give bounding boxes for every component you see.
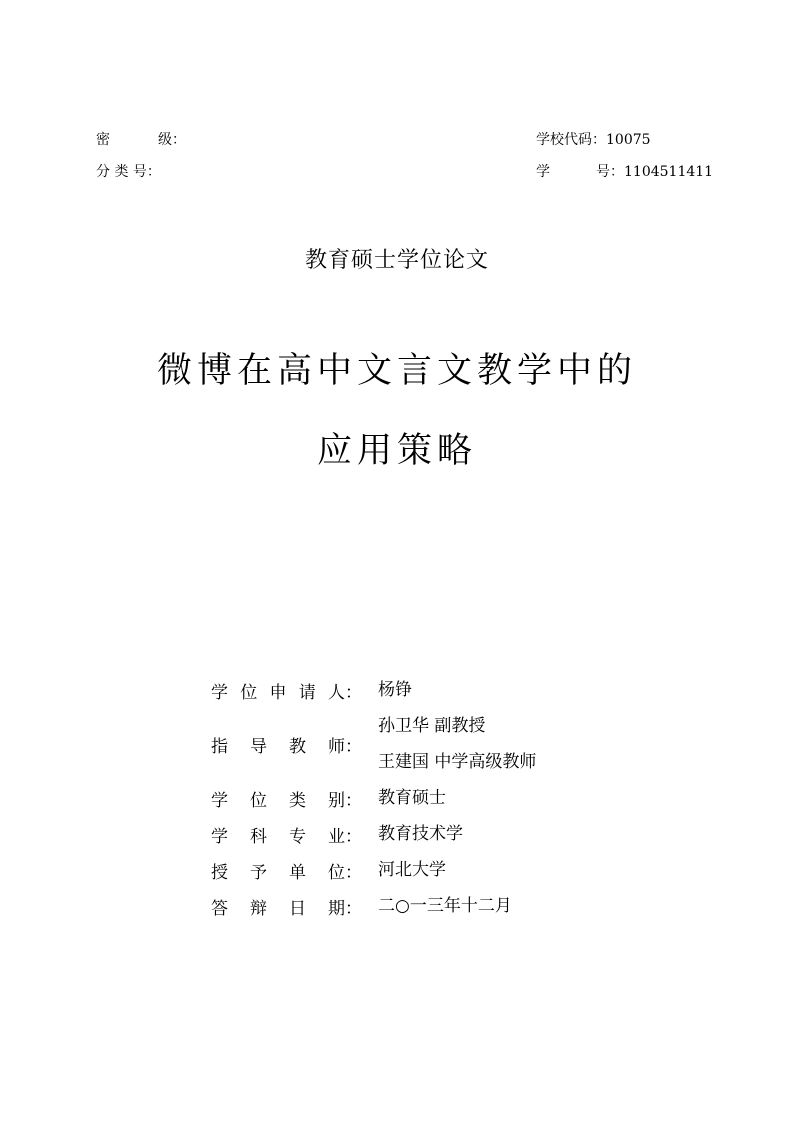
secret-level-label-a: 密 xyxy=(96,132,110,148)
institution-value: 河北大学 xyxy=(378,860,446,880)
colon: ： xyxy=(345,862,362,883)
label-char: 授 xyxy=(211,862,228,883)
colon: ： xyxy=(345,826,362,847)
degree-type-value: 教育硕士 xyxy=(378,788,446,808)
label-char: 单 xyxy=(289,862,306,883)
student-number-label-a: 学 xyxy=(536,164,550,180)
label-char: 申 xyxy=(269,682,287,703)
label-char: 类 xyxy=(289,790,306,811)
label-char: 答 xyxy=(211,898,228,919)
label-char: 业 xyxy=(328,826,345,847)
label-char: 学 xyxy=(211,682,228,703)
label-char: 位 xyxy=(328,862,345,883)
school-code: 学校代码：10075 xyxy=(536,132,651,148)
secret-level-label-b: 级： xyxy=(158,132,186,148)
label-char: 位 xyxy=(250,790,267,811)
label-char: 学 xyxy=(211,826,228,847)
thesis-title-line-1: 微博在高中文言文教学中的 xyxy=(156,351,637,391)
institution-row xyxy=(211,852,536,888)
colon: ： xyxy=(345,736,362,757)
advisor-row xyxy=(211,708,536,780)
applicant-row xyxy=(211,672,536,708)
advisor-2: 王建国 中学高级教师 xyxy=(378,752,537,772)
defense-date-row xyxy=(211,888,536,924)
label-char: 予 xyxy=(250,862,267,883)
label-char: 专 xyxy=(289,826,306,847)
label-char: 日 xyxy=(289,898,306,919)
label-char: 学 xyxy=(211,790,228,811)
advisor-values xyxy=(378,708,536,780)
thesis-info-table xyxy=(211,672,536,924)
classification-number-label: 分 类 号： xyxy=(96,164,161,180)
label-char: 请 xyxy=(298,682,316,703)
colon: ： xyxy=(345,682,362,703)
thesis-title-line-2: 应用策略 xyxy=(316,431,477,471)
document-type: 教育硕士学位论文 xyxy=(304,248,489,273)
student-number-value: 号：1104511411 xyxy=(596,164,714,180)
label-char: 师 xyxy=(328,736,345,757)
advisor-label xyxy=(211,732,345,757)
degree-type-label xyxy=(211,786,345,811)
major-label xyxy=(211,822,345,847)
secret-level-field xyxy=(96,131,186,149)
institution-label xyxy=(211,858,345,883)
colon: ： xyxy=(345,898,362,919)
label-char: 人 xyxy=(328,682,345,703)
major-row xyxy=(211,816,536,852)
applicant-label xyxy=(211,678,345,703)
label-char: 导 xyxy=(250,736,267,757)
label-char: 期 xyxy=(328,898,345,919)
label-char: 别 xyxy=(328,790,345,811)
defense-date-value: 二○一三年十二月 xyxy=(378,896,512,916)
advisor-1: 孙卫华 副教授 xyxy=(378,716,486,736)
colon: ： xyxy=(345,790,362,811)
student-number-field xyxy=(536,163,713,181)
label-char: 教 xyxy=(289,736,306,757)
label-char: 指 xyxy=(211,736,228,757)
label-char: 位 xyxy=(240,682,258,703)
applicant-value: 杨铮 xyxy=(378,680,412,700)
defense-date-label xyxy=(211,894,345,919)
label-char: 辩 xyxy=(250,898,267,919)
major-value: 教育技术学 xyxy=(378,824,463,844)
label-char: 科 xyxy=(250,826,267,847)
degree-type-row xyxy=(211,780,536,816)
